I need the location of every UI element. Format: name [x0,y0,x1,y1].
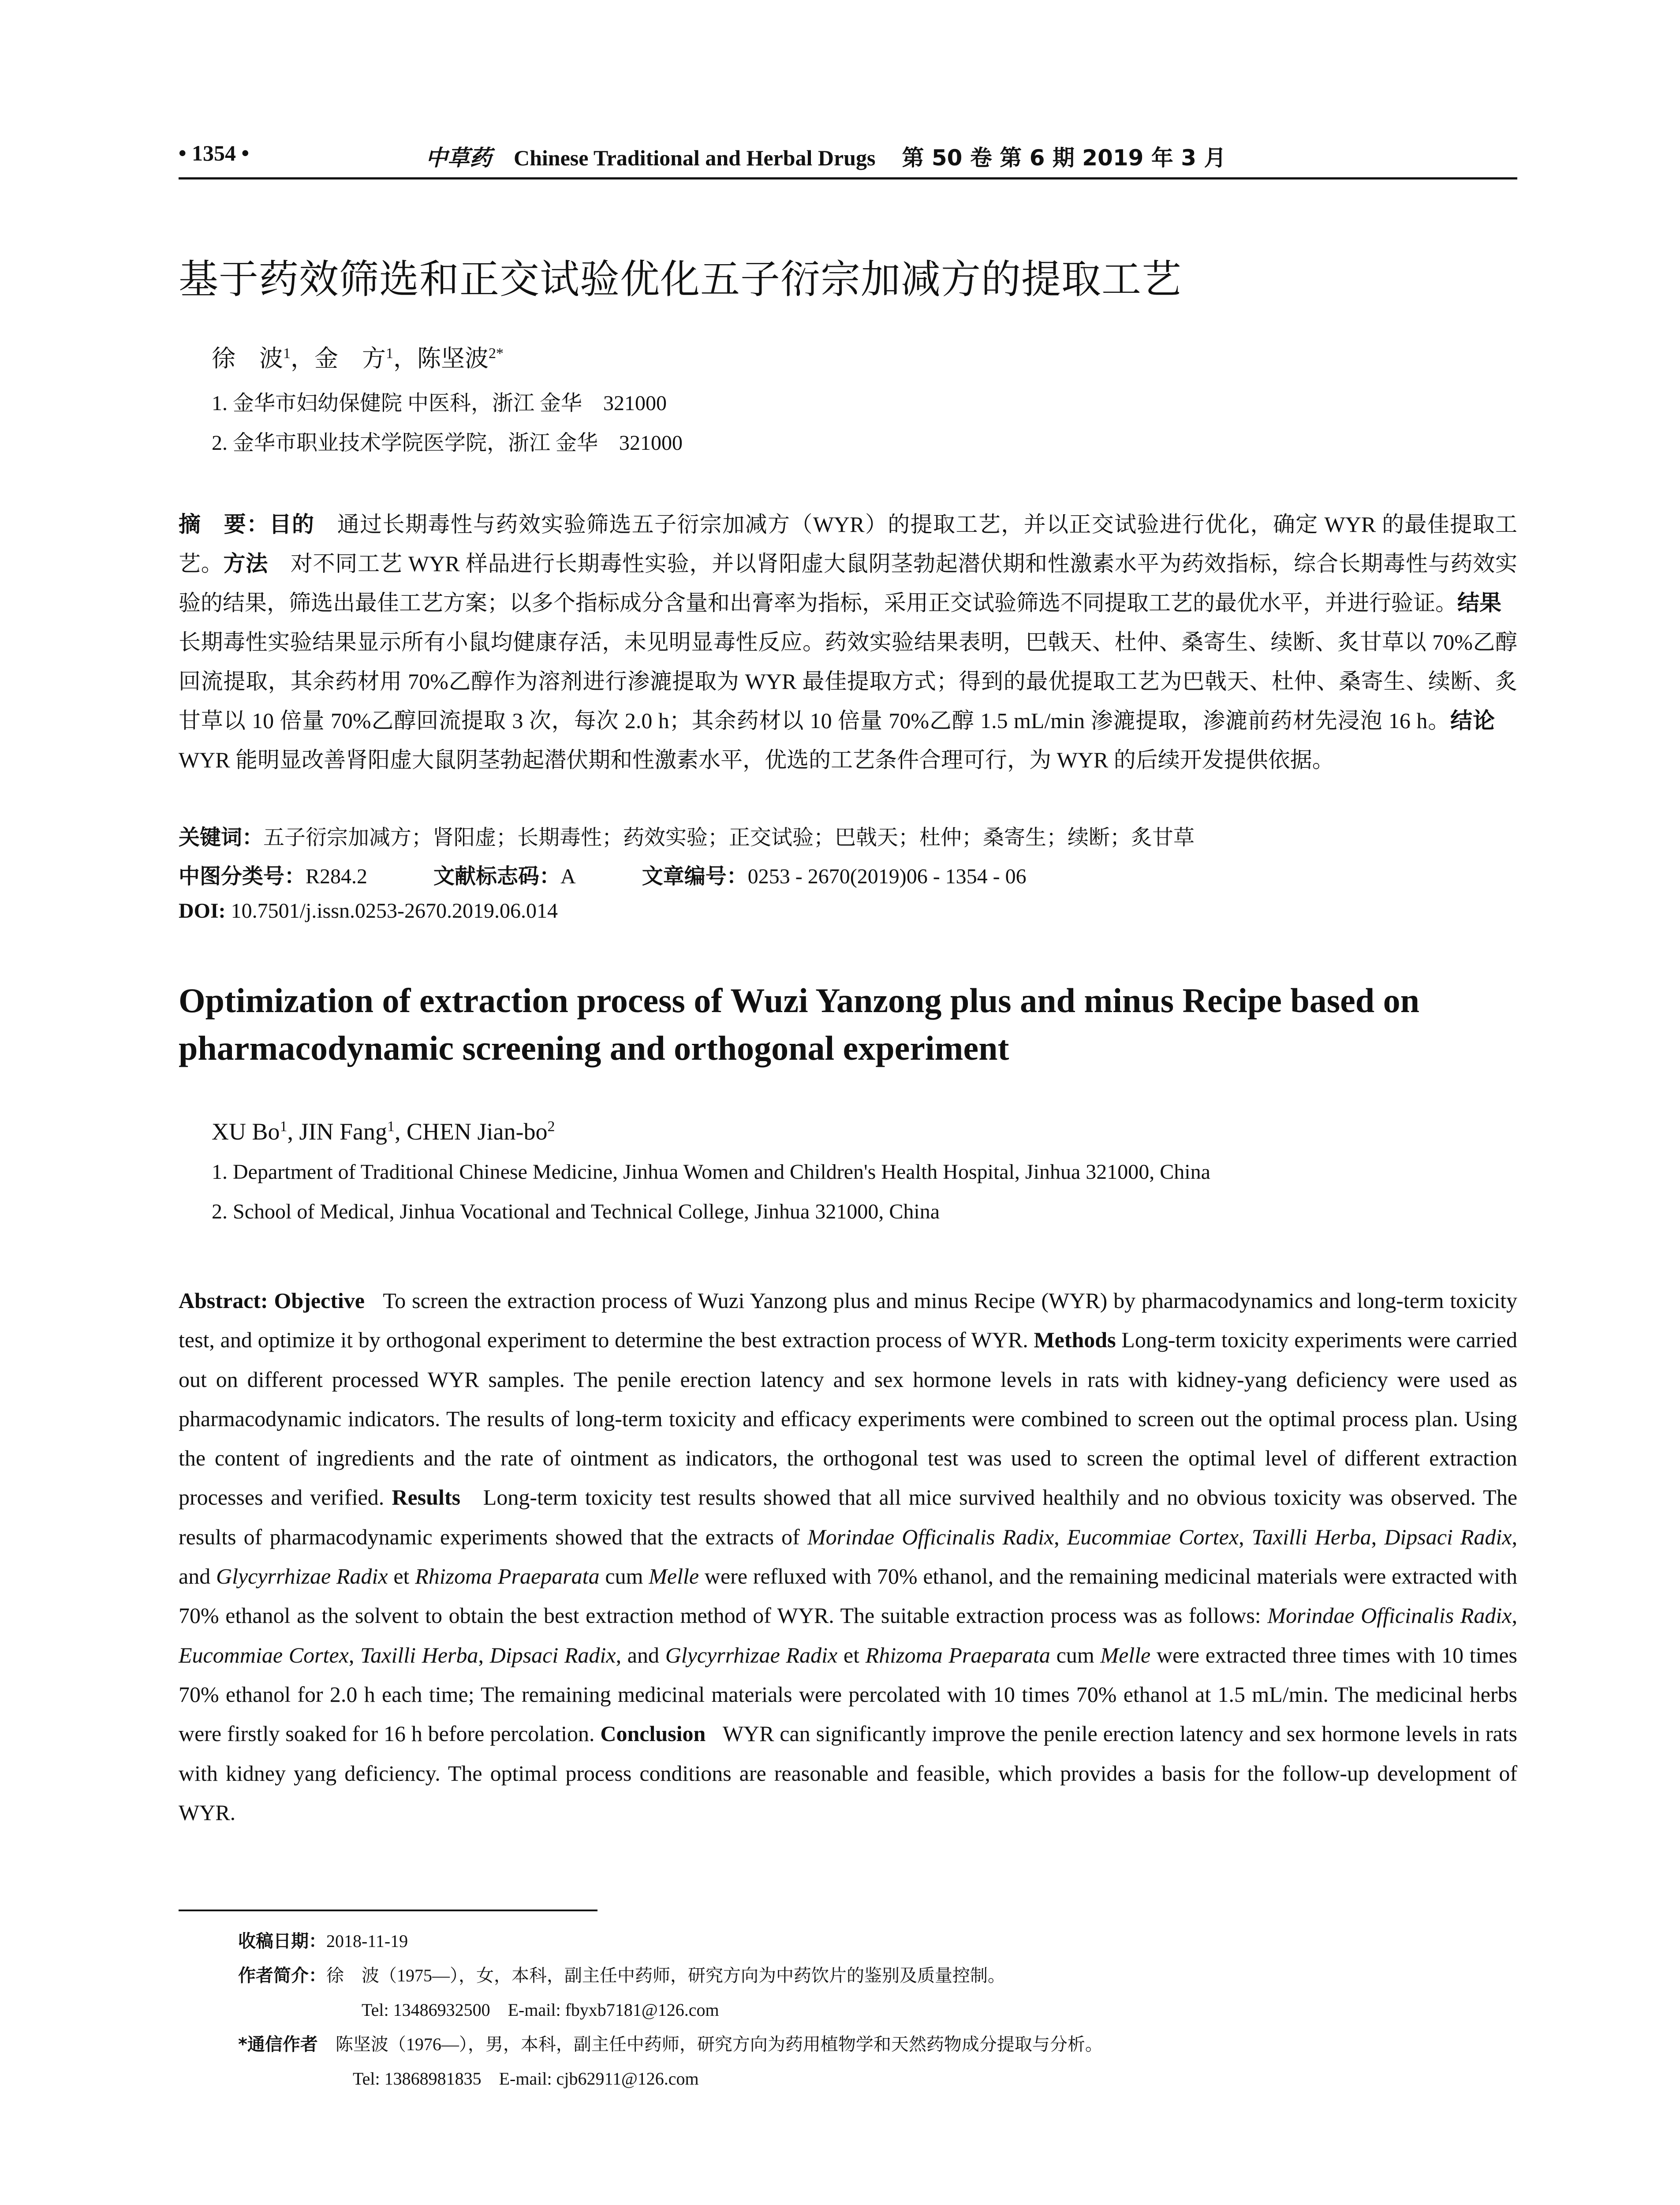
cn-keywords-label: 关键词： [179,825,264,850]
en-results-text-1: Long-term toxicity test results showed that all mice survived healthily and no obvious toxicity was observed. The results of pharmacodynamic experiments showed that the extracts of [179,1485,1518,1549]
author-bio-label: 作者简介： [238,1966,326,1986]
herb-name: Melle [649,1564,699,1589]
en-abstract: Abstract: Objective To screen the extraction process of Wuzi Yanzong plus and minus Recipe (WYR) by pharmacodynamics and long-term toxicity test, and optimize it by orthogonal experiment to determine the best extraction process of WYR. Methods Long-term toxicity experiments were carried out on different processed WYR samples. The penile erection latency and sex hormone levels in rats with kidney-yang deficiency were used as pharmacodynamic indicators. The results of long-term toxicity and efficacy experiments were combined to screen out the optimal process plan. Using the content of ingredients and the rate of ointment as indicators, the orthogonal test was used to screen the optimal level of different extraction processes and verified. Results Long-term toxicity test results showed that all mice survived healthily and no obvious toxicity was observed. The results of pharmacodynamic experiments showed that the extracts of Morindae Officinalis Radix, Eucommiae Cortex, Taxilli Herba, Dipsaci Radix, and Glycyrrhizae Radix et Rhizoma Praeparata cum Melle were refluxed with 70% ethanol, and the remaining medicinal materials were extracted with 70% ethanol as the solvent to obtain the best extraction method of WYR. The suitable extraction process was as follows: Morindae Officinalis Radix, Eucommiae Cortex, Taxilli Herba, Dipsaci Radix, and Glycyrrhizae Radix et Rhizoma Praeparata cum Melle were extracted three times with 10 times 70% ethanol for 2.0 h each time; The remaining medicinal materials were percolated with 10 times 70% ethanol at 1.5 mL/min. The medicinal herbs were firstly soaked for 16 h before percolation. Conclusion WYR can significantly improve the penile erection latency and sex hormone levels in rats with kidney yang deficiency. The optimal process conditions are reasonable and feasible, which provides a basis for the follow-up development of WYR. [179,1288,1518,1825]
herb-name: Glycyrrhizae Radix [665,1642,838,1667]
en-objective-text: To screen the extraction process of Wuzi Yanzong plus and minus Recipe (WYR) by pharmacodynamics and long-term toxicity test, and optimize it by orthogonal experiment to determine the best extraction process of WYR. [179,1288,1517,1353]
herb-name: Dipsaci Radix [489,1642,616,1667]
author-contact: Tel: 13486932500 E-mail: fbyxb7181@126.com [362,2000,719,2020]
cn-authors: 徐 波$^1$，金 方$^1$，陈坚波$^{2*}$ [212,345,504,372]
cn-author-1-aff: 1 [283,345,291,362]
cn-results-text: 长期毒性实验结果显示所有小鼠均健康存活，未见明显毒性反应。药效实验结果表明，巴戟天、杜仲、桑寄生、续断、炙甘草以 70%乙醇回流提取，其余药材用 70%乙醇作为溶剂进行渗漉提取为 WYR 最佳提取方式；得到的最优提取工艺为巴戟天、杜仲、桑寄生、续断、炙甘草以 10 倍量 70%乙醇回流提取 3 次，每次 2.0 h；其余药材以 10 倍量 70%乙醇 1.5 mL/min 渗漉提取，渗漉前药材先浸泡 16 h。 [179,590,1523,733]
en-results-text-3: were extracted three times with 10 times 70% ethanol for 2.0 h each time; The remaining medicinal materials were percolated with 10 times 70% ethanol at 1.5 mL/min. The medicinal herbs were firstly soaked for 16 h before percolation. [179,1642,1517,1746]
cn-abstract [179,505,1523,780]
page-number: • 1354 • [179,141,250,165]
en-author-3-aff: 2 [547,1118,555,1135]
cn-affiliation-1: 1. 金华市妇幼保健院 中医科，浙江 金华 321000 [212,392,667,415]
herb-name: Eucommiae Cortex [1067,1524,1239,1549]
doc-code-label: 文献标志码： [433,864,561,889]
en-affiliation-1: 1. Department of Traditional Chinese Medicine, Jinhua Women and Children's Health Hospital, Jinhua 321000, China [212,1160,1210,1184]
cn-title: 基于药效筛选和正交试验优化五子衍宗加减方的提取工艺 [179,256,1182,303]
herb-name: Morindae Officinalis Radix [807,1524,1054,1549]
herb-name: Morindae Officinalis Radix [1267,1603,1512,1628]
en-author-1: XU Bo [212,1118,280,1145]
cn-methods-text: 对不同工艺 WYR 样品进行长期毒性实验，并以肾阳虚大鼠阴茎勃起潜伏期和性激素水平为药效指标，综合长期毒性与药效实验的结果，筛选出最佳工艺方案；以多个指标成分含量和出膏率为指标，采用正交试验筛选不同提取工艺的最优水平，并进行验证。 [179,551,1517,615]
doc-code-value: A [560,865,576,888]
herb-name: Melle [1100,1642,1151,1667]
cn-author-3-aff: 2* [489,345,504,362]
cn-objective-text: 通过长期毒性与药效实验筛选五子衍宗加减方（WYR）的提取工艺，并以正交试验进行优化，确定 WYR 的最佳提取工艺。 [179,512,1518,576]
en-results-label: Results [392,1485,461,1510]
doi [179,899,558,923]
received-date [238,1927,408,1952]
corr-text: 陈坚波（1976—），男，本科，副主任中药师，研究方向为药用植物学和天然药物成分提取与分析。 [317,2034,1103,2054]
cn-keywords-text: 五子衍宗加减方；肾阳虚；长期毒性；药效实验；正交试验；巴戟天；杜仲；桑寄生；续断；炙甘草 [263,826,1195,849]
herb-name: Eucommiae Cortex [179,1642,349,1667]
cn-affiliation-2: 2. 金华市职业技术学院医学院，浙江 金华 321000 [212,431,683,455]
journal-title [426,140,1226,172]
author-bio [238,1962,1005,1987]
journal-title-en: Chinese Traditional and Herbal Drugs [514,146,876,170]
en-authors: XU Bo$^1$, JIN Fang$^1$, CHEN Jian-$bo^2$ [212,1118,555,1145]
cn-keywords [179,820,1195,851]
en-title: Optimization of extraction process of Wuzi Yanzong plus and minus Recipe based on pharmacodynamic screening and orthogonal experiment [179,981,1420,1067]
cn-author-3: 陈坚波 [417,345,489,372]
cn-author-2: 金 方 [314,345,386,372]
issue-info: 第 50 卷 第 6 期 2019 年 3 月 [902,145,1226,171]
en-conclusion-text: WYR can significantly improve the penile erection latency and sex hormone levels in rats with kidney yang deficiency. The optimal process conditions are reasonable and feasible, which provides a basis for the follow-up development of WYR. [179,1721,1518,1825]
herb-name: Dipsaci Radix [1384,1524,1512,1549]
clc-value: R284.2 [306,865,368,888]
herb-name: Glycyrrhizae Radix [216,1564,388,1589]
en-author-2: JIN Fang [299,1118,388,1145]
article-no-value: 0253 - 2670(2019)06 - 1354 - 06 [747,865,1027,888]
cn-conclusion-label: 结论 [1450,708,1495,733]
en-abstract-label: Abstract: [179,1288,268,1313]
article-no-label: 文章编号： [642,864,748,889]
en-author-1-aff: 1 [280,1118,287,1135]
en-author-3: CHEN Jian-bo [407,1118,548,1145]
author-bio-text: 徐 波（1975—），女，本科，副主任中药师，研究方向为中药饮片的鉴别及质量控制。 [326,1966,1005,1985]
en-objective-label: Objective [274,1288,365,1313]
corresponding-author [238,2030,1103,2056]
corr-label: *通信作者 [238,2034,318,2055]
received-label: 收稿日期： [238,1931,326,1951]
cn-results-label: 结果 [1457,590,1501,616]
cn-abstract-label: 摘 要： [179,512,269,537]
herb-name: Taxilli Herba [360,1642,478,1667]
herb-name: Taxilli Herba [1251,1524,1371,1549]
cn-methods-label: 方法 [223,551,269,576]
received-value: 2018-11-19 [326,1931,408,1951]
en-results-text-2: were refluxed with 70% ethanol, and the remaining medicinal materials were extracted with 70% ethanol as the solvent to obtain the best extraction method of WYR. The suitable extraction process was as follows: [179,1564,1517,1628]
en-methods-label: Methods [1034,1327,1116,1353]
herb-name: Rhizoma Praeparata [415,1564,600,1589]
running-header [179,140,1517,176]
cn-classification [179,859,1027,889]
header-rule [179,177,1517,179]
clc-label: 中图分类号： [179,864,306,889]
en-author-2-aff: 1 [387,1118,395,1135]
cn-conclusion-text: WYR 能明显改善肾阳虚大鼠阴茎勃起潜伏期和性激素水平，优选的工艺条件合理可行，为 WYR 的后续开发提供依据。 [179,708,1517,772]
herb-name: Rhizoma Praeparata [865,1642,1050,1667]
corresponding-contact: Tel: 13868981835 E-mail: cjb62911@126.com [353,2069,699,2089]
cn-author-2-aff: 1 [386,345,393,362]
en-conclusion-label: Conclusion [600,1721,706,1746]
doi-label: DOI: [179,899,226,923]
doi-link[interactable]: 10.7501/j.issn.0253-2670.2019.06.014 [231,899,558,923]
en-affiliation-2: 2. School of Medical, Jinhua Vocational and Technical College, Jinhua 321000, China [212,1200,940,1223]
cn-author-1: 徐 波 [212,345,283,372]
cn-objective-label: 目的 [269,512,315,537]
footnote-rule [179,1910,597,1911]
en-methods-text: Long-term toxicity experiments were carried out on different processed WYR samples. The penile erection latency and sex hormone levels in rats with kidney-yang deficiency were used as pharmacodynamic indicators. The results of long-term toxicity and efficacy experiments were combined to screen out the optimal process plan. Using the content of ingredients and the rate of ointment as indicators, the orthogonal test was used to screen the optimal level of different extraction processes and verified. [179,1327,1518,1510]
journal-title-cn: 中草药 [426,145,492,171]
